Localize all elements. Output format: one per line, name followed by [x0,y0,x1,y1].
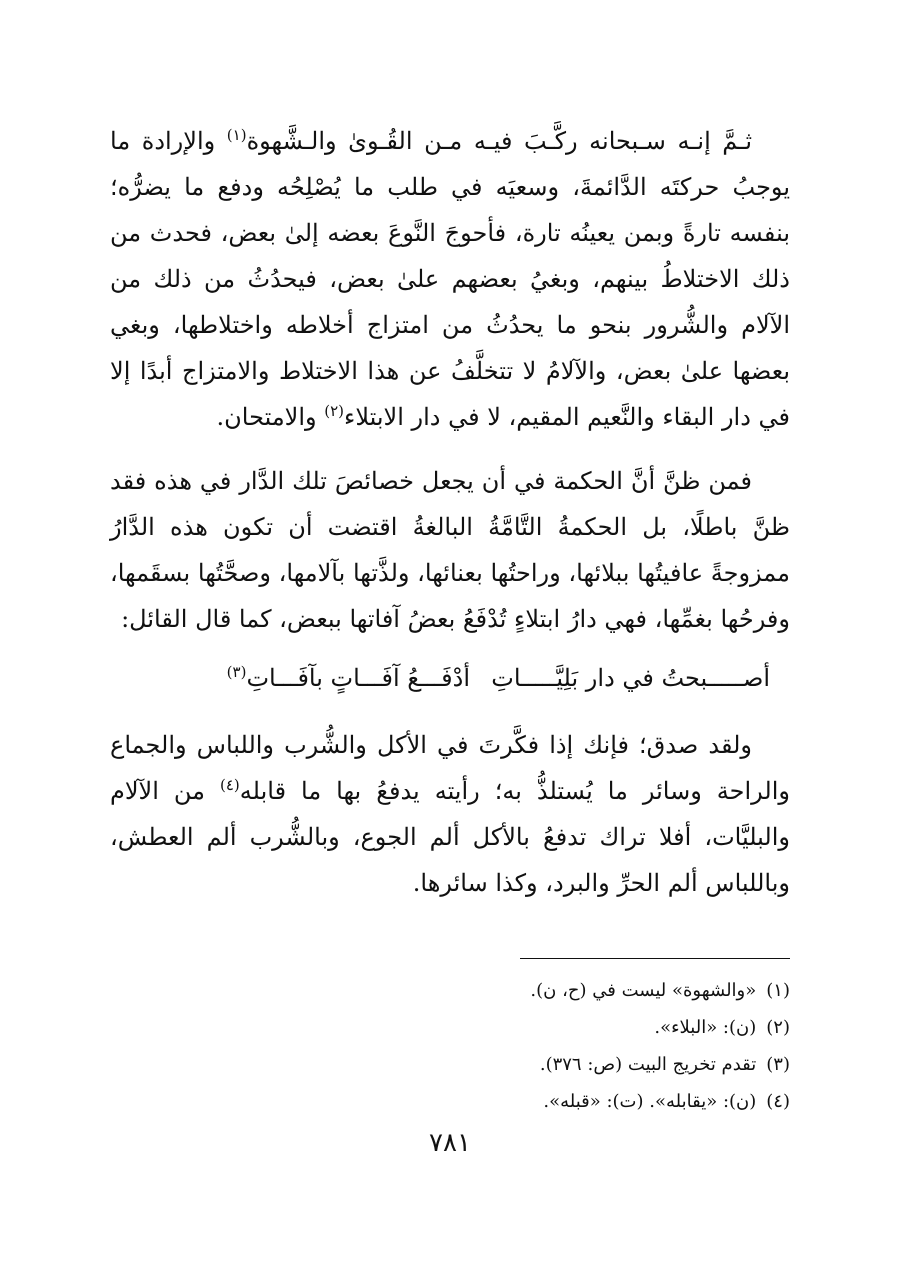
verse-second-hemistich [227,655,470,701]
footnote-item [130,972,790,1009]
paragraph-1-text-b: والإرادة ما يوجبُ حركتَه الدَّائمةَ، وسعيَه في طلب ما يُصْلِحُه ودفع ما يضرُّه؛ بنفسه تارةً وبمن يعينُه تارة، فأحوجَ النَّوعَ بعضه إلىٰ بعض، فحدث من ذلك الاختلاطُ بينهم، وبغيُ بعضهم علىٰ بعض، فيحدُثُ من ذلك من الآلام والشُّرور بنحو ما يحدُثُ من امتزاج أخلاطه واختلاطها، وبغي بعضها علىٰ بعض، والآلامُ لا تتخلَّفُ عن هذا الاختلاط والامتزاج أبدًا إلا في دار البقاء والنَّعيم المقيم، لا في دار الابتلاء [110,127,790,431]
paragraph-3-text-a: ولقد صدق؛ فإنك إذا فكَّرتَ في الأكل والشُّرب واللباس والجماع والراحة وسائر ما يُستلذُّ به؛ رأيته يدفعُ بها ما قابله [110,731,790,805]
paragraph-1-text-a: ثـمَّ إنـه سـبحانه ركَّـبَ فيـه مـن القُـوىٰ والـشَّهوة [246,127,752,155]
paragraph-3 [110,722,790,906]
paragraph-1-text-c: والامتحان. [216,403,325,431]
footnote-text: (ن): «البلاء». [654,1017,757,1038]
footnote-item [130,1046,790,1083]
footnote-item [130,1009,790,1046]
footnote-separator [520,958,790,959]
footnote-number: (١) [766,980,790,1001]
footnote-ref-4: (٤) [219,776,240,794]
footnote-text: (ن): «يقابله». (ت): «قبله». [543,1091,757,1112]
paragraph-1 [110,118,790,440]
paragraph-3-text-b: من الآلام والبليَّات، أفلا تراك تدفعُ بالأكل ألم الجوع، وبالشُّرب ألم العطش، وباللباس ألم الحرِّ والبرد، وكذا سائرها. [110,777,790,897]
paragraph-2 [110,458,790,642]
footnote-item [130,1083,790,1120]
footnote-ref-2: (٢) [324,402,345,420]
footnote-number: (٣) [766,1054,790,1075]
verse-second-hemistich-text: أدْفَـــعُ آفَـــاتٍ بآفَـــاتِ [246,664,470,692]
footnote-number: (٤) [766,1091,790,1112]
paragraph-2-text: فمن ظنَّ أنَّ الحكمة في أن يجعل خصائصَ تلك الدَّار في هذه فقد ظنَّ باطلًا، بل الحكمةُ التَّامَّةُ البالغةُ اقتضت أن تكون هذه الدَّارُ ممزوجةً عافيتُها ببلائها، وراحتُها بعنائها، ولذَّتها بآلامها، وصحَّتُها بسقَمها، وفرحُها بغمِّها، فهي دارُ ابتلاءٍ تُدْفَعُ بعضُ آفاتها ببعض، كما قال القائل: [110,467,790,633]
footnote-ref-3: (٣) [226,663,247,681]
footnote-ref-1: (١) [226,126,247,144]
poetry-verse [130,655,770,701]
footnote-text: «والشهوة» ليست في (ح، ن). [530,980,757,1001]
footnotes-list [130,972,790,1120]
verse-first-hemistich: أصـــــبحتُ في دار بَلِيَّـــــاتِ [491,664,770,692]
page-number: ٧٨١ [429,1128,471,1158]
footnote-text: تقدم تخريج البيت (ص: ٣٧٦). [539,1054,757,1075]
footnote-number: (٢) [766,1017,790,1038]
